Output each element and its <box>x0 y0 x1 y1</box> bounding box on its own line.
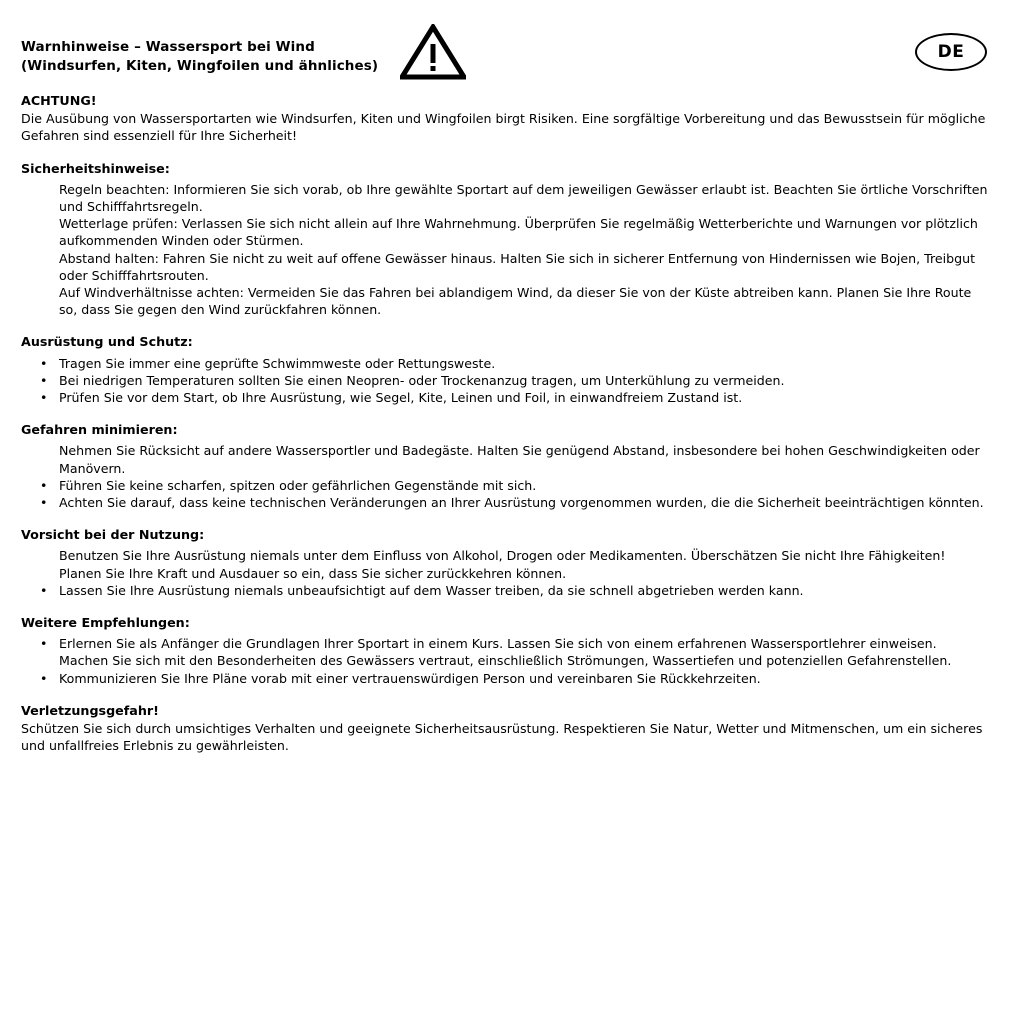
section-list <box>21 442 989 511</box>
section-list <box>21 181 989 319</box>
list-item <box>40 635 989 652</box>
section-verletzungsgefahr <box>21 702 989 755</box>
list-item <box>40 442 989 476</box>
list-item <box>40 652 989 669</box>
section-heading: Sicherheitshinweise: <box>21 160 170 176</box>
section-sicherheitshinweise <box>21 160 989 319</box>
list-item-text: Erlernen Sie als Anfänger die Grundlagen Ihrer Sportart in einem Kurs. Lassen Sie sich von einem erfahrenen Wassersportlehrer einweisen. <box>59 636 937 652</box>
list-item-text: Lassen Sie Ihre Ausrüstung niemals unbeaufsichtigt auf dem Wasser treiben, da sie schnell abgetrieben werden kann. <box>59 582 804 598</box>
page-title-line1: Warnhinweise – Wassersport bei Wind <box>21 39 315 55</box>
list-item-text: Nehmen Sie Rücksicht auf andere Wassersportler und Badegäste. Halten Sie genügend Abstand, insbesondere bei hohen Geschwindigkeiten oder Manövern. <box>59 443 980 476</box>
list-item <box>40 284 989 318</box>
list-item <box>40 355 989 372</box>
section-ausruestung-und-schutz <box>21 333 989 406</box>
document-content <box>21 92 989 770</box>
section-heading: Weitere Empfehlungen: <box>21 615 190 631</box>
country-code-badge <box>915 33 987 71</box>
section-heading: Verletzungsgefahr! <box>21 702 159 718</box>
section-paragraph: Die Ausübung von Wassersportarten wie Windsurfen, Kiten und Wingfoilen birgt Risiken. Eine sorgfältige Vorbereitung und das Bewusstsein für mögliche Gefahren sind essenziell für Ihre Sicherheit! <box>21 111 986 144</box>
section-list <box>21 635 989 687</box>
list-item <box>40 181 989 215</box>
list-item-text: Wetterlage prüfen: Verlassen Sie sich nicht allein auf Ihre Wahrnehmung. Überprüfen Sie regelmäßig Wetterberichte und Warnungen vor plötzlich aufkommenden Winden oder Stürmen. <box>59 216 978 249</box>
section-list <box>21 547 989 599</box>
list-item-text: Machen Sie sich mit den Besonderheiten des Gewässers vertraut, einschließlich Strömungen, Wassertiefen und potenziellen Gefahrenstellen. <box>59 653 952 669</box>
list-item <box>40 547 989 581</box>
list-item <box>40 372 989 389</box>
section-vorsicht-bei-der-nutzung <box>21 526 989 599</box>
list-item <box>40 477 989 494</box>
country-code-label: DE <box>937 42 965 62</box>
list-item <box>40 670 989 687</box>
list-item <box>40 215 989 249</box>
bullet-glyph: • <box>40 670 48 686</box>
bullet-glyph: • <box>40 390 48 406</box>
page-title <box>21 38 378 76</box>
bullet-glyph: • <box>40 636 48 652</box>
list-item-text: Kommunizieren Sie Ihre Pläne vorab mit einer vertrauenswürdigen Person und vereinbaren Sie Rückkehrzeiten. <box>59 670 761 686</box>
list-item-text: Prüfen Sie vor dem Start, ob Ihre Ausrüstung, wie Segel, Kite, Leinen und Foil, in einwandfreiem Zustand ist. <box>59 390 743 406</box>
list-item-text: Benutzen Sie Ihre Ausrüstung niemals unter dem Einfluss von Alkohol, Drogen oder Medikamenten. Überschätzen Sie nicht Ihre Fähigkeiten! Planen Sie Ihre Kraft und Ausdauer so ein, dass Sie sicher zurückkehren können. <box>59 548 946 581</box>
section-weitere-empfehlungen <box>21 614 989 687</box>
bullet-glyph: • <box>40 495 48 511</box>
list-item-text: Abstand halten: Fahren Sie nicht zu weit auf offene Gewässer hinaus. Halten Sie sich in sicherer Entfernung von Hindernissen wie Bojen, Treibgut oder Schifffahrtsrouten. <box>59 250 976 283</box>
section-heading: Ausrüstung und Schutz: <box>21 334 193 350</box>
warning-triangle-icon <box>400 24 466 80</box>
list-item-text: Bei niedrigen Temperaturen sollten Sie einen Neopren- oder Trockenanzug tragen, um Unterkühlung zu vermeiden. <box>59 372 785 388</box>
section-heading: Vorsicht bei der Nutzung: <box>21 527 205 543</box>
bullet-glyph: • <box>40 477 48 493</box>
section-achtung <box>21 92 989 145</box>
section-heading: ACHTUNG! <box>21 93 97 108</box>
page-title-line2: (Windsurfen, Kiten, Wingfoilen und ähnliches) <box>21 58 379 74</box>
bullet-glyph: • <box>40 582 48 598</box>
section-paragraph: Schützen Sie sich durch umsichtiges Verhalten und geeignete Sicherheitsausrüstung. Respektieren Sie Natur, Wetter und Mitmenschen, um ein sicheres und unfallfreies Erlebnis zu gewährleisten. <box>21 721 983 754</box>
section-heading: Gefahren minimieren: <box>21 422 178 438</box>
list-item <box>40 250 989 284</box>
section-gefahren-minimieren <box>21 421 989 511</box>
list-item <box>40 494 989 511</box>
document-header <box>0 0 1020 82</box>
list-item-text: Auf Windverhältnisse achten: Vermeiden Sie das Fahren bei ablandigem Wind, da dieser Sie von der Küste abtreiben kann. Planen Sie Ihre Route so, dass Sie gegen den Wind zurückfahren können. <box>59 285 972 318</box>
bullet-glyph: • <box>40 372 48 388</box>
list-item <box>40 582 989 599</box>
list-item-text: Führen Sie keine scharfen, spitzen oder gefährlichen Gegenstände mit sich. <box>59 477 537 493</box>
bullet-glyph: • <box>40 355 48 371</box>
section-list <box>21 355 989 407</box>
list-item-text: Tragen Sie immer eine geprüfte Schwimmweste oder Rettungsweste. <box>59 355 496 371</box>
list-item-text: Achten Sie darauf, dass keine technischen Veränderungen an Ihrer Ausrüstung vorgenommen wurden, die die Sicherheit beeinträchtigen könnten. <box>59 495 984 511</box>
list-item <box>40 389 989 406</box>
list-item-text: Regeln beachten: Informieren Sie sich vorab, ob Ihre gewählte Sportart auf dem jeweiligen Gewässer erlaubt ist. Beachten Sie örtliche Vorschriften und Schifffahrtsregeln. <box>59 181 988 215</box>
